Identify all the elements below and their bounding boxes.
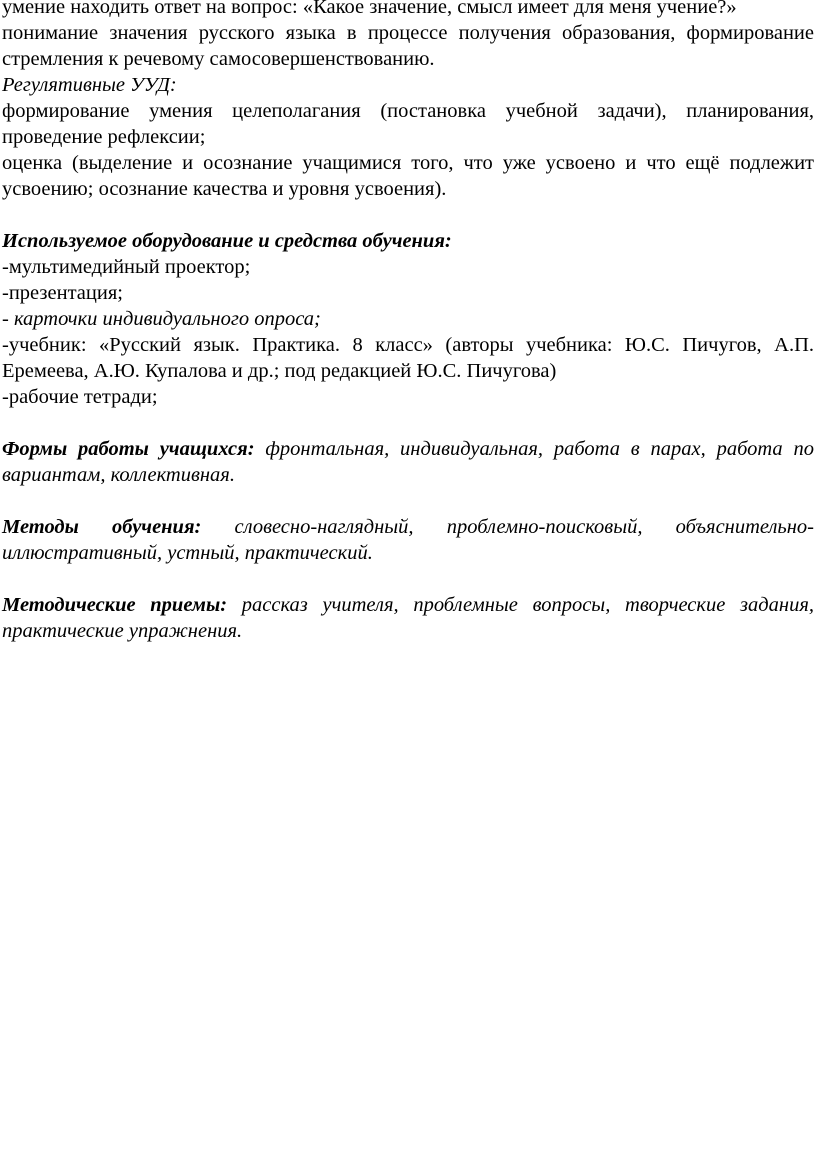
equipment-item-1: -мультимедийный проектор; bbox=[2, 256, 251, 278]
equipment-item-4: -учебник: «Русский язык. Практика. 8 класс» (авторы учебника: Ю.С. Пичугов, А.П. Еремеева, А.Ю. Купалова и др.; под редакцией Ю.С. Пичугова) bbox=[2, 334, 814, 382]
techniques-paragraph bbox=[0, 592, 816, 644]
methods-heading: Методы обучения: bbox=[2, 516, 202, 538]
equipment-item-5: -рабочие тетради; bbox=[2, 386, 158, 408]
regulative-item-2: оценка (выделение и осознание учащимися того, что уже усвоено и что ещё подлежит усвоению; осознание качества и уровня усвоения). bbox=[2, 152, 814, 200]
equipment-item-3-prefix: - bbox=[2, 308, 14, 330]
regulative-heading: Регулятивные УУД: bbox=[2, 74, 177, 96]
equipment-item-3-text: карточки индивидуального опроса; bbox=[13, 308, 321, 330]
equipment-heading: Используемое оборудование и средства обучения: bbox=[2, 230, 452, 252]
equipment-item-2: -презентация; bbox=[2, 282, 123, 304]
intro-line-1: умение находить ответ на вопрос: «Какое значение, смысл имеет для меня учение?» bbox=[2, 0, 737, 18]
techniques-heading: Методические приемы: bbox=[2, 594, 228, 616]
spacer bbox=[0, 410, 816, 436]
regulative-item-1: формирование умения целеполагания (постановка учебной задачи), планирования, проведение рефлексии; bbox=[2, 100, 814, 148]
methods-text: словесно-наглядный, проблемно-поисковый, объяснительно-иллюстративный, устный, практический. bbox=[2, 516, 815, 564]
equipment-item-3 bbox=[0, 306, 816, 332]
work-forms-text: фронтальная, индивидуальная, работа в парах, работа по вариантам, коллективная. bbox=[2, 438, 814, 486]
work-forms-heading: Формы работы учащихся: bbox=[2, 438, 255, 460]
spacer bbox=[0, 488, 816, 514]
spacer bbox=[0, 566, 816, 592]
spacer bbox=[0, 202, 816, 228]
work-forms-paragraph bbox=[0, 436, 816, 488]
methods-paragraph bbox=[0, 514, 816, 566]
intro-line-2: понимание значения русского языка в процессе получения образования, формирование стремления к речевому самосовершенствованию. bbox=[2, 22, 814, 70]
techniques-text: рассказ учителя, проблемные вопросы, творческие задания, практические упражнения. bbox=[2, 594, 814, 642]
